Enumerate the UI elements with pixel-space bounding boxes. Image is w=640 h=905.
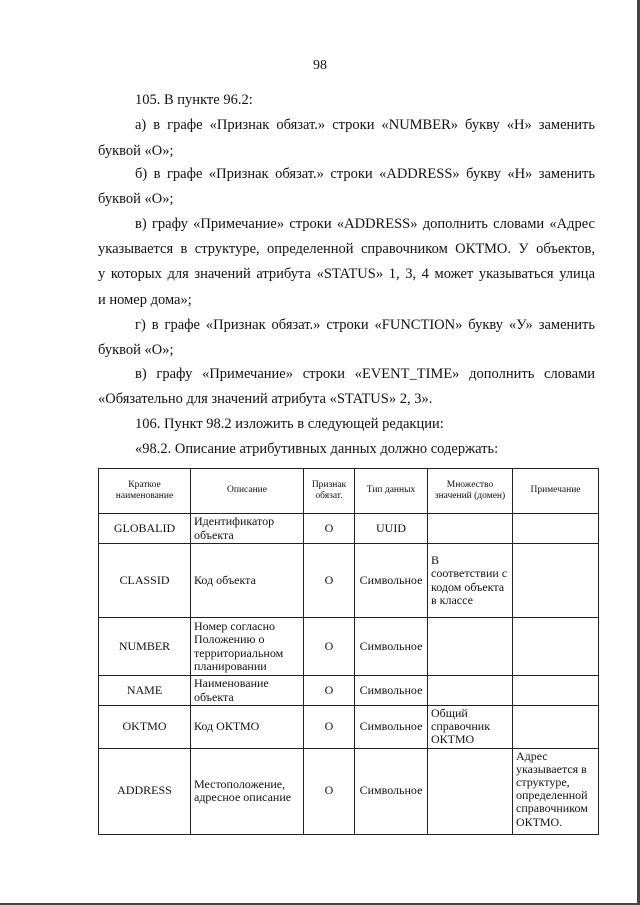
paragraph-98-2: «98.2. Описание атрибутивных данных должно содержать: [135,441,499,457]
cell-data-type: Символьное [355,618,428,676]
cell-required: О [304,706,355,749]
cell-required: О [304,544,355,618]
cell-required: О [304,618,355,676]
table-row [99,514,599,544]
attributes-table [98,468,599,835]
cell-description: Код объекта [191,544,304,618]
cell-description: Местоположение, адресное описание [191,748,304,834]
cell-short-name: CLASSID [99,544,191,618]
paragraph-106: 106. Пункт 98.2 изложить в следующей редакции: [135,416,444,432]
table-row [99,544,599,618]
paragraph-b-line2: буквой «О»; [98,191,174,207]
paragraph-a-line1: а) в графе «Признак обязат.» строки «NUMBER» букву «Н» заменить [135,117,595,133]
cell-required: О [304,748,355,834]
cell-domain: Общий справочник ОКТМО [428,706,513,749]
header-domain: Множество значений (домен) [428,469,513,514]
cell-data-type: Символьное [355,706,428,749]
header-note: Примечание [513,469,599,514]
cell-data-type: Символьное [355,676,428,706]
paragraph-v-line3: у которых для значений атрибута «STATUS» 1, 3, 4 может указываться улица [98,266,595,282]
cell-data-type: UUID [355,514,428,544]
cell-note [513,676,599,706]
table-row [99,618,599,676]
table-row [99,748,599,834]
cell-required: О [304,514,355,544]
paragraph-b-line1: б) в графе «Признак обязат.» строки «ADDRESS» букву «Н» заменить [135,166,595,182]
header-data-type: Тип данных [355,469,428,514]
cell-required: О [304,676,355,706]
cell-short-name: GLOBALID [99,514,191,544]
cell-short-name: ADDRESS [99,748,191,834]
cell-note [513,618,599,676]
cell-domain [428,676,513,706]
paragraph-v2-line2: «Обязательно для значений атрибута «STATUS» 2, 3». [98,391,433,407]
paragraph-g-line1: г) в графе «Признак обязат.» строки «FUNCTION» букву «У» заменить [135,317,595,333]
header-required-flag: Признак обязат. [304,469,355,514]
paragraph-g-line2: буквой «О»; [98,342,174,358]
cell-note [513,544,599,618]
cell-domain [428,748,513,834]
cell-short-name: NAME [99,676,191,706]
paragraph-a-line2: буквой «О»; [98,143,174,159]
cell-short-name: OKTMO [99,706,191,749]
cell-description: Код ОКТМО [191,706,304,749]
cell-data-type: Символьное [355,748,428,834]
paragraph-v-line4: и номер дома»; [98,292,192,308]
cell-domain [428,618,513,676]
cell-note [513,514,599,544]
header-description: Описание [191,469,304,514]
cell-note: Адрес указывается в структуре, определенной справочником ОКТМО. [513,748,599,834]
paragraph-v-line1: в) графу «Примечание» строки «ADDRESS» дополнить словами «Адрес [135,216,595,232]
cell-description: Наименование объекта [191,676,304,706]
page-number: 98 [313,58,327,73]
cell-description: Номер согласно Положению о территориальном планировании [191,618,304,676]
cell-short-name: NUMBER [99,618,191,676]
paragraph-v-line2: указывается в структуре, определенной справочником ОКТМО. У объектов, [98,241,595,257]
paragraph-105: 105. В пункте 96.2: [135,92,253,108]
cell-description: Идентификатор объекта [191,514,304,544]
paragraph-v2-line1: в) графу «Примечание» строки «EVENT_TIME» дополнить словами [135,366,595,382]
header-short-name: Краткое наименование [99,469,191,514]
cell-domain: В соответствии с кодом объекта в классе [428,544,513,618]
table-row [99,676,599,706]
cell-domain [428,514,513,544]
cell-note [513,706,599,749]
table-row [99,706,599,749]
cell-data-type: Символьное [355,544,428,618]
table-header-row [99,469,599,514]
